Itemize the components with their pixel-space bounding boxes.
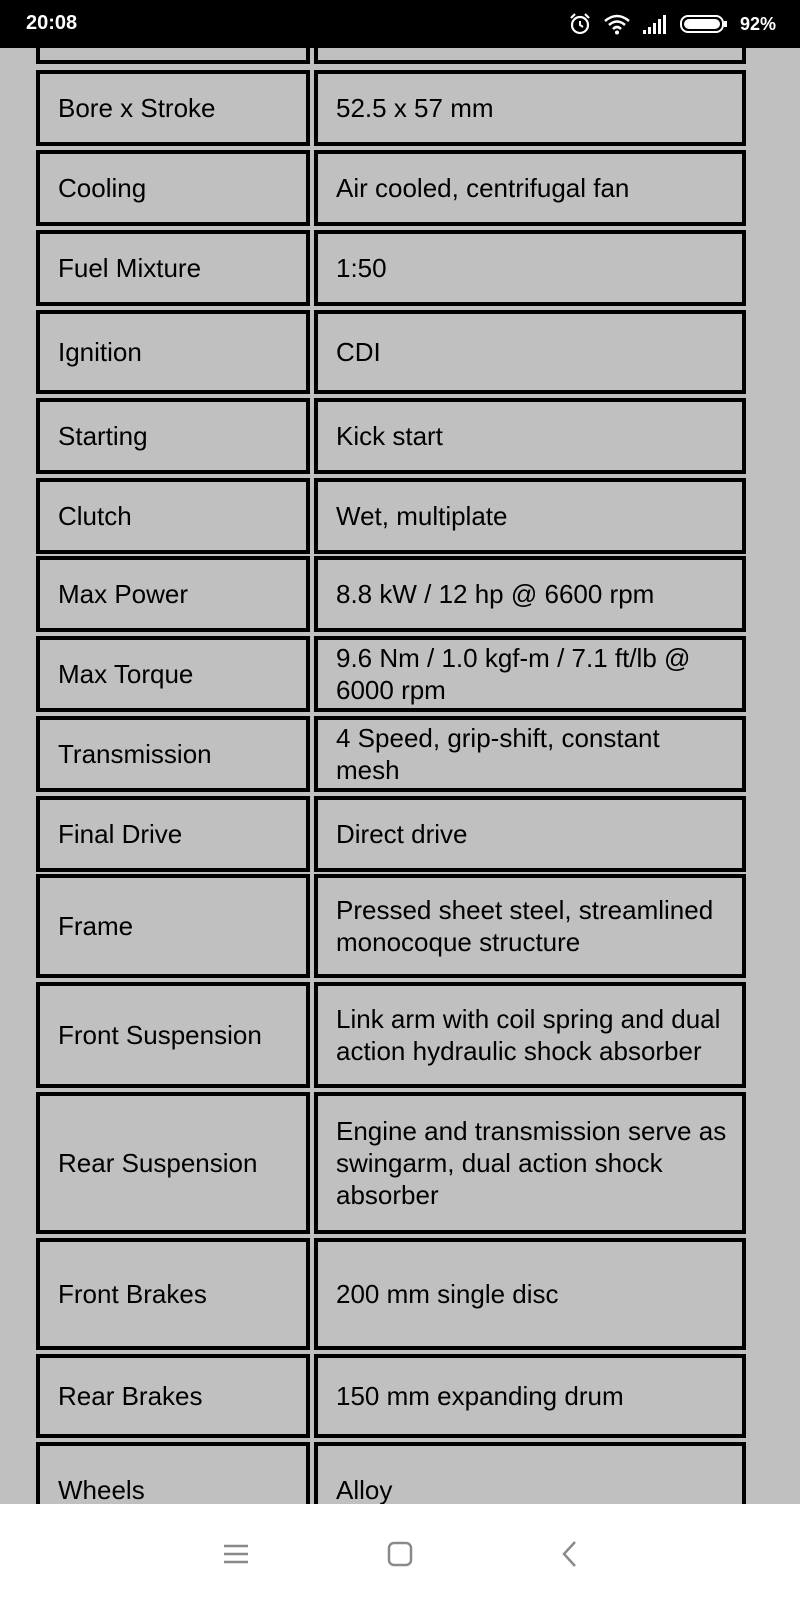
spec-label: Wheels: [58, 1475, 145, 1504]
table-row: [36, 48, 746, 64]
status-time: 20:08: [26, 12, 78, 34]
spec-label: Bore x Stroke: [58, 93, 216, 123]
spec-label: Front Brakes: [58, 1279, 207, 1309]
spec-label-cell: [36, 636, 310, 712]
spec-label: Final Drive: [58, 819, 183, 849]
spec-label-cell: [36, 1092, 310, 1234]
spec-value: CDI: [336, 337, 381, 367]
spec-label-cell: [36, 478, 310, 554]
spec-label: Transmission: [58, 739, 212, 769]
spec-value: 8.8 kW / 12 hp @ 6600 rpm: [336, 579, 655, 609]
table-row: [36, 636, 746, 712]
spec-value: 4 Speed, grip-shift, constant mesh: [336, 723, 660, 785]
spec-value-cell: [314, 1354, 746, 1438]
spec-value: 200 mm single disc: [336, 1279, 559, 1309]
spec-label: Frame: [58, 911, 134, 941]
spec-label-cell: [36, 982, 310, 1088]
spec-value: Alloy: [336, 1475, 393, 1504]
table-row: [36, 796, 746, 872]
spec-label: Rear Suspension: [58, 1148, 258, 1178]
spec-value-cell: [314, 230, 746, 306]
table-row: [36, 478, 746, 554]
spec-value: Direct drive: [336, 819, 468, 849]
spec-value-cell: [314, 636, 746, 712]
spec-value: Pressed sheet steel, streamlined monocoque structure: [336, 895, 714, 957]
spec-value-cell: [314, 150, 746, 226]
spec-label-cell: [36, 716, 310, 792]
spec-value-cell: [314, 48, 746, 64]
spec-label: Front Suspension: [58, 1020, 262, 1050]
table-row: [36, 398, 746, 474]
spec-value-cell: [314, 1092, 746, 1234]
spec-value: 150 mm expanding drum: [336, 1381, 624, 1411]
spec-label-cell: [36, 70, 310, 146]
table-row: [36, 1354, 746, 1438]
battery-icon: [680, 14, 728, 34]
spec-label-cell: [36, 398, 310, 474]
spec-value: Air cooled, centrifugal fan: [336, 173, 630, 203]
spec-label-cell: [36, 1354, 310, 1438]
table-row: [36, 1442, 746, 1504]
spec-value-cell: [314, 310, 746, 394]
spec-value-cell: [314, 874, 746, 978]
alarm-icon: [568, 12, 592, 36]
spec-value-cell: [314, 796, 746, 872]
spec-value: 52.5 x 57 mm: [336, 93, 494, 123]
battery-percent: 92%: [739, 13, 776, 34]
table-row: [36, 1238, 746, 1350]
spec-label-cell: [36, 310, 310, 394]
spec-label: Clutch: [58, 501, 132, 531]
table-row: [36, 982, 746, 1088]
spec-value: Link arm with coil spring and dual action hydraulic shock absorber: [336, 1004, 721, 1066]
table-row: [36, 150, 746, 226]
spec-value-cell: [314, 1442, 746, 1504]
spec-label-cell: [36, 1442, 310, 1504]
spec-value: 1:50: [336, 253, 387, 283]
spec-value: Wet, multiplate: [336, 501, 508, 531]
spec-value-cell: [314, 716, 746, 792]
spec-label: Ignition: [58, 337, 142, 367]
spec-value: 9.6 Nm / 1.0 kgf-m / 7.1 ft/lb @ 6000 rpm: [336, 643, 691, 705]
status-icons: [568, 11, 776, 37]
back-icon[interactable]: [550, 1534, 590, 1574]
spec-value-cell: [314, 556, 746, 632]
spec-label: Starting: [58, 421, 148, 451]
spec-label-cell: [36, 874, 310, 978]
wifi-icon: [604, 13, 630, 35]
spec-label-cell: [36, 230, 310, 306]
table-row: [36, 70, 746, 146]
home-icon[interactable]: [380, 1534, 420, 1574]
spec-label: Rear Brakes: [58, 1381, 203, 1411]
table-row: [36, 874, 746, 978]
spec-label-cell: [36, 556, 310, 632]
table-row: [36, 556, 746, 632]
spec-value-cell: [314, 70, 746, 146]
spec-label-cell: [36, 48, 310, 64]
spec-label: Max Power: [58, 579, 189, 609]
spec-value: Engine and transmission serve as swingarm, dual action shock absorber: [336, 1116, 727, 1210]
status-bar: [0, 0, 800, 48]
spec-value-cell: [314, 478, 746, 554]
spec-label-cell: [36, 796, 310, 872]
table-row: [36, 230, 746, 306]
navigation-bar: [0, 1504, 800, 1600]
menu-icon[interactable]: [216, 1534, 256, 1574]
spec-table[interactable]: [0, 48, 800, 1504]
spec-label: Max Torque: [58, 659, 194, 689]
table-row: [36, 716, 746, 792]
spec-value-cell: [314, 1238, 746, 1350]
spec-value: Kick start: [336, 421, 443, 451]
signal-icon: [642, 14, 668, 34]
spec-label-cell: [36, 1238, 310, 1350]
spec-label: Fuel Mixture: [58, 253, 202, 283]
spec-value-cell: [314, 398, 746, 474]
spec-value-cell: [314, 982, 746, 1088]
spec-label: Cooling: [58, 173, 147, 203]
spec-label-cell: [36, 150, 310, 226]
table-row: [36, 1092, 746, 1234]
table-row: [36, 310, 746, 394]
